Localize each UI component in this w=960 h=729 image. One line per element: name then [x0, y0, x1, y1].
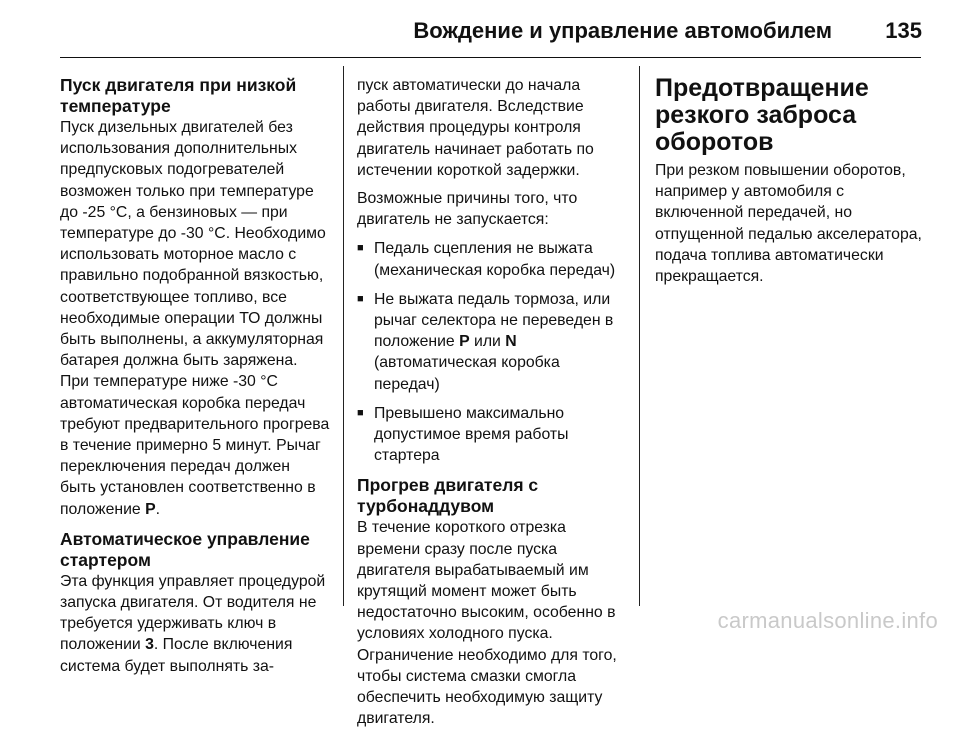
page-header — [0, 0, 960, 56]
list-item: ■ Не выжата педаль тормоза, или рычаг селектора не переведен в положение P или N (автоматическая коробка передач) — [357, 289, 625, 395]
page-number: 135 — [885, 18, 922, 43]
column-2 — [357, 75, 625, 729]
paragraph-cold-start: Пуск дизельных двигателей без использования дополнительных предпусковых подогревателей возможен только при температуре до -25 °C, а бензиновых — при температуре до -30 °C. Необходимо использовать моторное масло с правильно подобранной вязкостью, соответствующее топливо, все необходимые операции ТО должны быть выполнены, а аккумуляторная батарея должна быть заряжена. При температуре ниже -30 °C автоматическая коробка передач требуют предварительного прогрева в течение примерно 5 минут. Рычаг переключения передач должен быть установлен соответственно в положение P. — [60, 119, 330, 518]
list-item: ■ Педаль сцепления не выжата (механическая коробка передач) — [357, 238, 625, 280]
paragraph-overrev: При резком повышении оборотов, например у автомобиля с включенной передачей, но отпущенной педалью акселератора, подача топлива автоматически прекращается. — [655, 162, 922, 286]
bullet-icon: ■ — [357, 292, 364, 305]
paragraph-turbo-warmup: В течение короткого отрезка времени сразу после пуска двигателя вырабатываемый им крутящий момент может быть недостаточно высоким, особенно в условиях холодного пуска. Ограничение необходимо для того, чтобы система смазки смогла обеспечить необходимую защиту двигателя. — [357, 519, 617, 728]
bullet-icon: ■ — [357, 406, 364, 419]
column-3 — [655, 75, 930, 287]
heading-cold-start: Пуск двигателя при низкой температуре — [60, 75, 297, 116]
watermark: carmanualsonline.info — [717, 608, 938, 633]
heading-overrev: Предотвращение резкого заброса оборотов — [655, 74, 869, 156]
header-rule — [60, 57, 921, 58]
paragraph-reasons: Возможные причины того, что двигатель не запускается: — [357, 190, 578, 229]
list-item: ■ Превышено максимально допустимое время работы стартера — [357, 403, 625, 467]
column-divider-2 — [639, 66, 640, 606]
paragraph-auto-starter-continued: пуск автоматически до начала работы двигателя. Вследствие действия процедуры контроля двигатель начинает работать по истечении короткой задержки. — [357, 77, 594, 179]
paragraph-auto-starter: Эта функция управляет процедурой запуска двигателя. От водителя не требуется удерживать ключ в положении 3. После включения система будет выполнять за- — [60, 572, 326, 675]
column-divider-1 — [343, 66, 344, 606]
heading-turbo-warmup: Прогрев двигателя с турбонаддувом — [357, 475, 539, 517]
column-1 — [60, 75, 330, 677]
bullet-icon: ■ — [357, 242, 364, 255]
heading-auto-starter: Автоматическое управление стартером — [60, 528, 310, 570]
running-header-title: Вождение и управление автомобилем — [413, 18, 832, 43]
